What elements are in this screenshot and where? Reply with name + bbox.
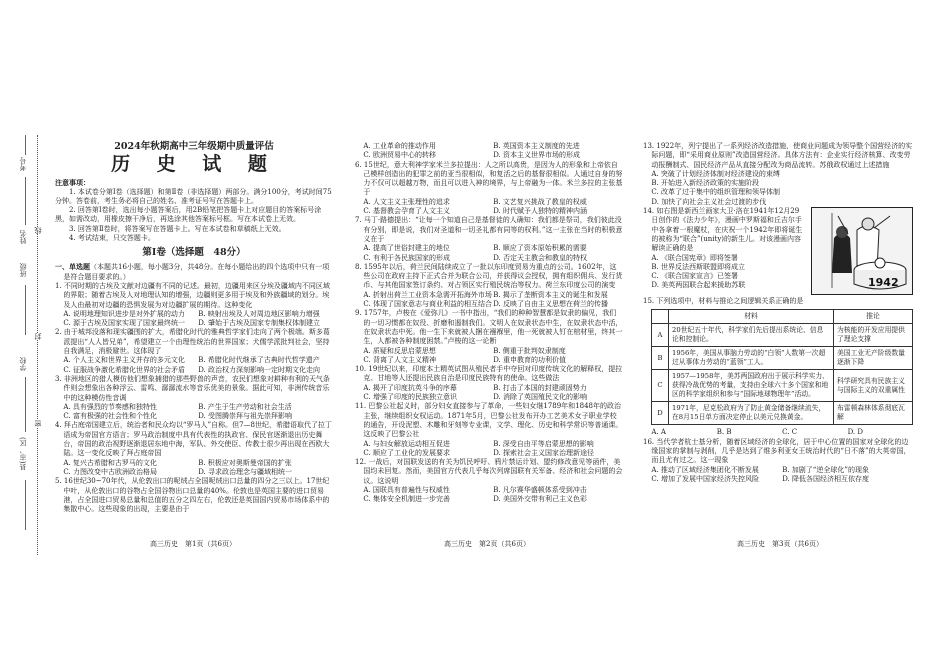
option-choice[interactable]: D. 美国外交带有利己主义色彩 [493, 495, 588, 504]
option-choice[interactable]: B. 积极应对奥斯曼帝国的扩张 [198, 458, 292, 467]
question [55, 477, 333, 514]
options[interactable] [643, 170, 913, 207]
question [355, 263, 623, 309]
question-list [355, 142, 623, 505]
notice-item: 3. 回答第Ⅱ卷时，将答案写在答题卡上。写在本试卷和草稿纸上无效。 [69, 224, 286, 233]
question-text: 非洲地区的猎人模仿他们想象捕猎的那些野兽的声音，农民们想象对耕种有利的天气条件则会想象出各种浮云、雷鸣、潺潺流水等音乐优美的景象。据此可知，非洲传统音乐中的这种模仿性音调 [63, 374, 330, 402]
options[interactable] [355, 347, 623, 366]
option-choice[interactable]: B. 侧重于批判奴隶制度 [493, 346, 566, 355]
exam-title: 历 史 试 题 [111, 153, 277, 176]
question [355, 458, 623, 504]
option-choice[interactable]: D. 重申教育的功利价值 [493, 355, 567, 364]
question-stem [355, 263, 623, 291]
inference-cell: 科学研究具有民族主义与国际主义的双重属性 [834, 370, 913, 402]
option-choice[interactable]: B. 开始进入新经济政策的实施阶段 [651, 179, 759, 188]
question-stem [643, 438, 913, 466]
option-choice[interactable]: B. 加剧了“逆全球化”的现象 [782, 465, 869, 474]
question-text: 拜占庭帝国建立后，统治者和民众均以“罗马人”自称。但7—8世纪，希腊语取代了拉丁语成为帝国官方语言；罗马政治制度中具有代表性的执政官、保民官逐渐退出历史舞台，帝国的政治视野逐渐退居东地中海，军队、外交使臣、传教士很少再出现在西欧大陆。这一变化反映了拜占庭帝国 [63, 421, 332, 458]
options[interactable] [355, 198, 623, 217]
option-choice[interactable]: D. 寻求政治理念与疆域相统一 [198, 467, 293, 476]
options[interactable] [355, 244, 623, 263]
notice-block [55, 178, 333, 243]
table-row [652, 402, 913, 425]
question-text: 一战后，对国联发送的有关为饥民呼吁、鸦片禁运计划、盟约修改意见等函件，美国均未回复。然而，美国官方代表几乎每次列席国联有关军备、经济和社会问题的会议。这说明 [363, 458, 623, 485]
seal-char: 密 [34, 420, 42, 427]
question [355, 216, 623, 262]
blank-line [25, 135, 26, 155]
option-choice[interactable]: A. 说明地理知识进步是对外扩展的动力 [63, 309, 185, 318]
question-text: 巴黎公社起义时，部分妇女直接参与了革命，一些妇女继1789年和1848年的政治主张，继续组织女权运动。1871年5月，巴黎公社发布开办工艺美术女子职业学校的通告，开设泥塑、木雕和牙刻等专业课，文学、理化、历史和科学常识等普通课。这反映了巴黎公社 [363, 402, 623, 439]
class-blank [25, 285, 26, 335]
page-footer: 高三历史 第1页（共6页） [150, 540, 236, 548]
question-number: 13. [643, 142, 657, 150]
name-label: 姓名 [19, 230, 27, 244]
question-stem [55, 282, 333, 310]
question-number: 14. [643, 207, 657, 216]
option-choice[interactable]: C. 顺应了工业化的发展要求 [363, 448, 450, 457]
option-choice[interactable]: B. 映射出埃及人对周边地区影响力增强 [198, 309, 320, 318]
question [355, 142, 623, 161]
question-text: 当代学者杭士基分析，随着区域经济的全球化，居于中心位置的国家对全球化的边缘国家的掌制与剥削，几乎是达到了维多利亚女王统治时代的“日不落”的大英帝国，而且尤有过之。这一现象 [651, 437, 911, 465]
part-description: （本题共16小题，每小题3分，共48分。在每小题给出的四个选项中只有一项是符合题目要求的。） [63, 263, 330, 281]
options[interactable] [55, 356, 333, 375]
options[interactable] [355, 440, 623, 459]
option-choice[interactable]: D. 政治权力深刻影响一定时期文化走向 [198, 365, 320, 374]
cartoon-drawing [812, 208, 912, 294]
table-row [652, 324, 913, 347]
question-text: 1922年，列宁提出了一系列经济改造措施，使商业问题成为领导整个国营经济的实际问题，即“采用商业原则”改造国营经济。具体方法有：企业实行经济核算、改变劳动报酬制式、国民经济产品从直接分配改为商品流转。苏俄政权通过上述措施 [651, 142, 913, 169]
exam-subtitle: 2024年秋期高中三年级期中质量评估 [114, 141, 274, 152]
option-choice[interactable]: B. 打击了本国的封建顽固势力 [493, 383, 587, 392]
question-number: 15. [643, 297, 655, 306]
option-choice[interactable]: D. 加快了向社会主义社会过渡的步伐 [651, 197, 767, 206]
notice-heading: 注意事项： [55, 178, 90, 188]
table-header-row [652, 310, 913, 324]
question-stem [55, 375, 333, 403]
material-table [651, 309, 913, 425]
options[interactable] [55, 403, 333, 422]
notice-item: 2. 回答第Ⅰ卷时，选出每小题答案后，用2B铅笔把答题卡上对应题目的答案标号涂黑，如需改动，用橡皮擦干净后，再选涂其他答案标号框。写在本试卷上无效。 [55, 206, 322, 224]
options[interactable] [355, 384, 623, 403]
option-choice[interactable]: A. 工业革命的推动作用 [363, 142, 436, 150]
option-choice[interactable]: D. 否定天主教会和教皇的特权 [493, 253, 588, 262]
page-2 [355, 142, 623, 505]
county-blank [25, 480, 26, 530]
inference-cell: 为核能的开发应用提供了理论支撑 [834, 324, 913, 347]
row-label: A [652, 324, 669, 347]
question-stem [643, 297, 913, 306]
question [355, 161, 623, 217]
option-choice[interactable]: C. 改革了过于集中的组织管理和领导体制 [651, 188, 780, 197]
option-choice[interactable]: A. 折射出荷兰工业资本急需开拓海外市场 [363, 290, 492, 299]
material-cell: 1956年，美国从事脑力劳动的“白领”人数第一次超过从事体力劳动的“蓝领”工人。 [669, 347, 834, 370]
question-text: 马丁·路德提出：“让每一个知道自己是基督徒的人确知：我们都是祭司，我们彼此没有分别，即是说，我们对圣道和一切圣礼都有同等的权利。”这一主张在当时的积极意义在于 [363, 216, 623, 243]
options[interactable] [55, 310, 333, 329]
option-choice[interactable]: B. 深受自由平等启蒙思想的影响 [493, 439, 594, 448]
question-number: 12. [355, 458, 369, 467]
part-heading [55, 262, 333, 282]
row-label: C [652, 370, 669, 402]
question-number: 8. [355, 262, 364, 271]
question-13 [643, 142, 913, 207]
option-choice[interactable]: C. 欧洲贸易中心的转移 [363, 151, 436, 160]
options[interactable] [643, 466, 913, 485]
notice-item: 1. 本试卷分第Ⅰ卷（选择题）和第Ⅱ卷（非选择题）两部分。满分100分，考试时间75分钟。答卷前，考生务必将自己的姓名、准考证号写在答题卡上。 [55, 187, 332, 205]
option-choice[interactable]: D. 美英两国联合起来援助苏联 [651, 281, 746, 290]
seal-dashed-line [37, 135, 38, 555]
question-stem [55, 477, 333, 514]
question-number: 2. [55, 328, 64, 337]
option-choice[interactable]: C. 背离了人文主义精神 [363, 355, 436, 364]
question-number: 6. [355, 160, 364, 169]
question-text: 15世纪，意大利神学家米兰多拉提出：人之所以高贵，是因为人的形象和上帝依自己模样创造出的犯罪之前的亚当很相似，和复活之后的基督很相似。人通过自身的努力不仅可以超越万物，而且可以进入神的境界，与上帝融为一体。米兰多拉的主张基于 [363, 160, 623, 197]
option-choice[interactable]: C. 增加了发展中国家经济失控风险 [651, 474, 759, 483]
material-cell: 20世纪五十年代，科学家们先后提出系统论、信息论和控制论。 [669, 324, 834, 347]
option-choice[interactable]: A. 具有强烈的节奏感和独特性 [63, 402, 157, 411]
page-footer: 高三历史 第3页（共6页） [737, 540, 823, 548]
table-row [652, 347, 913, 370]
question-stem [355, 402, 623, 439]
county-label: 县(市、区) [19, 437, 27, 471]
table-row [652, 370, 913, 402]
question-16 [643, 438, 913, 484]
question-15 [643, 297, 913, 438]
option-choice[interactable]: B. 世界反法西斯联盟即将成立 [651, 262, 745, 271]
page-1 [55, 140, 333, 514]
option-choice[interactable]: D. 消除了英国殖民文化的影响 [493, 393, 588, 402]
option-choice[interactable]: C. 有利于各民族国家的形成 [363, 253, 450, 262]
option-choice[interactable]: A. 质疑和反思启蒙思想 [363, 346, 436, 355]
question-stem [355, 309, 623, 346]
option-choice[interactable]: D. 资本主义世界市场的形成 [493, 151, 581, 160]
option-choice[interactable]: A. 国联具有普遍性与权威性 [363, 485, 450, 494]
material-cell: 1971年，尼克松政府为了防止黄金储备继续流失，在8月15日单方面决定停止以美元兑换黄金。 [669, 402, 834, 425]
question-number: 11. [355, 402, 369, 411]
option-choice[interactable]: A. 个人主义和世界主义并存的多元文化 [63, 356, 185, 365]
option-choice[interactable]: C. 力图改变中古欧洲政治格局 [63, 467, 157, 476]
table-corner [652, 310, 669, 324]
option-choice[interactable]: D. 反映了自由主义思想在荷兰的传播 [493, 300, 609, 309]
question-stem [355, 365, 623, 384]
question-text: 由于城邦没落和现实疆围的扩大，希腊化时代的雅典哲学家们走向了两个极端。斯多葛派提出“人人皆兄弟”，希望建立一个由理性统治的世界国家；犬儒学派批判社会，坚持自我满足，消极避世。这体现了 [63, 328, 330, 356]
options[interactable] [355, 142, 623, 161]
question-text: 下列选项中，材料与推论之间逻辑关系正确的是 [656, 297, 804, 306]
option-choice[interactable]: C. 征服战争激化希腊化世界的社会矛盾 [63, 365, 185, 374]
question-stem [55, 421, 333, 458]
question-list [55, 282, 333, 514]
question-stem [355, 458, 623, 486]
section-heading: 第Ⅰ卷（选择题 48分） [142, 247, 246, 259]
option-choice[interactable]: C. 富有极强的社会性和个性化 [63, 412, 157, 421]
options[interactable] [355, 486, 623, 505]
option-choice[interactable]: B. B [716, 428, 732, 437]
seal-char: 封 [34, 333, 42, 340]
option-choice[interactable]: B. 希腊化时代继承了古典时代哲学遗产 [198, 356, 320, 365]
cartoon-year-lettering: 1942 [868, 276, 899, 290]
option-choice[interactable]: A. 提高了世俗封建主的地位 [363, 244, 450, 253]
question [55, 421, 333, 477]
option-choice[interactable]: C. C [782, 428, 798, 437]
school-blank [25, 377, 26, 432]
question-stem [643, 142, 913, 170]
option-choice[interactable]: C. 体现了国家意志与商业利益的相互结合 [363, 300, 492, 309]
inference-cell: 美国工业无产阶级数量逐渐下降 [834, 347, 913, 370]
option-choice[interactable]: A. 突破了计划经济体制对经济建设的束缚 [651, 169, 780, 178]
table-header-inference: 推论 [834, 310, 913, 324]
question-text: 19世纪以来，印度本土精英试图从殖民者手中夺回对印度传统文化的解释权，提拉克、甘地等人还提出民族自治是印度民族特有的使命。这些做法 [363, 365, 623, 383]
question-stem [355, 216, 623, 244]
question-text: 16世纪30~70年代，从伦敦出口的呢绒占全国呢绒出口总量的四分之三以上。17世纪中叶，从伦敦出口的谷物占全国谷物出口总量的40%。伦敦也是英国主要的进口贸易港，占全国进口贸易总量和总值的五分之四左右，伦敦还是英国国内贸易市场体系中的集散中心。这些现象的出现，主要是由于 [63, 477, 330, 514]
option-choice[interactable]: A. 揭开了印度抗英斗争的序幕 [363, 383, 457, 392]
option-choice[interactable]: A. A [651, 428, 666, 437]
inference-cell: 布雷顿森林体系彻底瓦解 [834, 402, 913, 425]
option-choice[interactable]: A. 复兴古希腊和古罗马的文化 [63, 458, 157, 467]
question-stem [55, 328, 333, 356]
question-text: 1595年以后，荷兰民间陆续成立了一批以东印度贸易为重点的公司。1602年，这些公司在政府主持下正式合并为联合公司，并获得议会授权，拥有组织佣兵、发行货币、与其他国家签订条约、对占领区实行殖民统治等权力。荷兰东印度公司的演变 [363, 262, 623, 290]
option-choice[interactable]: B. 顺应了资本原始积累的需要 [493, 244, 587, 253]
question-number: 5. [55, 477, 64, 486]
exam-number-blank [25, 177, 26, 225]
question [355, 365, 623, 402]
options [643, 428, 913, 437]
page-3 [643, 142, 913, 484]
table-header-material: 材料 [669, 310, 834, 324]
option-choice[interactable]: C. 源于古埃及国家实现了国家最终统一 [63, 319, 185, 328]
option-choice[interactable]: B. 揭示了垄断资本主义的诞生和发展 [493, 290, 608, 299]
part-label: 一、单选题 [55, 262, 90, 272]
option-choice[interactable]: D. D [847, 428, 863, 437]
option-choice[interactable]: C. 《联合国家宣言》已签署 [651, 272, 738, 281]
option-choice[interactable]: C. 基督教会孕育了人文主义 [363, 207, 450, 216]
question-number: 4. [55, 421, 64, 430]
question [355, 402, 623, 458]
question-number: 9. [355, 309, 364, 318]
exam-number-label: 考号 [19, 157, 27, 171]
question [55, 375, 333, 421]
option-choice[interactable]: D. 时代赋予人独特的精神内涵 [493, 207, 588, 216]
binding-margin [0, 135, 45, 555]
question-number: 10. [355, 365, 369, 374]
question-14 [643, 207, 913, 297]
school-label: 学校 [19, 357, 27, 371]
option-choice[interactable]: D. 肇始于古埃及国家专制集权体制建立 [198, 319, 320, 328]
question-number: 3. [55, 374, 64, 383]
question-text: 如右图是新西兰画家大卫·洛在1941年12月29日创作的《法力少年》，漫画中罗斯福和丘吉尔手中各拿着一根魔杖，在庆祝一个1942年即将诞生的被称为“联合”(unity)的新生儿。对该漫画内容解读正确的是 [651, 207, 803, 253]
question-text: 不同时期的古埃及文献对边疆有不同的记述。最初，边疆用来区分埃及疆域内不同区域的界限；随着古埃及人对地理认知的增强，边疆则更多用于埃及和外族疆域的划分。埃及人由最初对边疆的恐惧发展为对边疆扩展的期待。这种变化 [63, 281, 330, 309]
question [55, 282, 333, 328]
options[interactable] [355, 291, 623, 310]
page-footer: 高三历史 第2页（共6页） [444, 540, 530, 548]
question-number: 16. [643, 437, 657, 446]
option-choice[interactable]: A. 与妇女解放运动相互促进 [363, 439, 450, 448]
question-number: 1. [55, 281, 64, 290]
options[interactable] [643, 254, 805, 291]
option-choice[interactable]: D. 降低各国经济相互依存度 [782, 474, 870, 483]
question-stem [355, 161, 623, 198]
question [355, 309, 623, 365]
option-choice[interactable]: B. 产生于生产劳动和社会生活 [198, 402, 292, 411]
question-text: 1757年，卢梭在《爱弥儿》一书中指出，“我们的种种智慧都是奴隶的偏见，我们的一切习惯都在奴役、折磨和遏制我们。文明人在奴隶状态中生，在奴隶状态中活，在奴隶状态中死。他一生下来就被人捆在襁褓里，他一死就被人钉在棺材里，终其一生，人都被各种制度困禁。”卢梭的这一论断 [363, 309, 623, 346]
notice-item: 4. 考试结束，只交答题卡。 [69, 234, 155, 243]
option-choice[interactable]: C. 增强了印度的民族独立意识 [363, 393, 457, 402]
seal-char: 线 [34, 227, 42, 234]
option-choice[interactable]: B. 文艺复兴挑战了教皇的权威 [493, 197, 587, 206]
option-choice[interactable]: C. 集体安全机制进一步完善 [363, 495, 450, 504]
option-choice[interactable]: A. 推动了区域经济集团化不断发展 [651, 465, 759, 474]
option-choice[interactable]: D. 受图腾崇拜与祖先崇拜影响 [198, 412, 293, 421]
option-choice[interactable]: B. 凡尔赛华盛顿体系受到冲击 [493, 485, 587, 494]
question [55, 328, 333, 374]
question-number: 7. [355, 216, 364, 225]
option-choice[interactable]: B. 英国资本主义制度的先进 [493, 142, 580, 150]
row-label: D [652, 402, 669, 425]
option-choice[interactable]: D. 探索社会主义国家治理新途径 [493, 448, 595, 457]
option-choice[interactable]: A. 《联合国宪章》即将签署 [651, 253, 738, 262]
row-label: B [652, 347, 669, 370]
material-cell: 1957—1958年，美苏两国政府出于展示科学实力、获得冷战优势的考量，支持由全球六十多个国家和地区的科学家组织和参与“国际地球物理年”活动。 [669, 370, 834, 402]
cartoon-image [811, 207, 913, 295]
options[interactable] [55, 459, 333, 478]
option-choice[interactable]: A. 人文主义主张理性的追求 [363, 197, 450, 206]
class-label: 班级 [19, 263, 27, 277]
